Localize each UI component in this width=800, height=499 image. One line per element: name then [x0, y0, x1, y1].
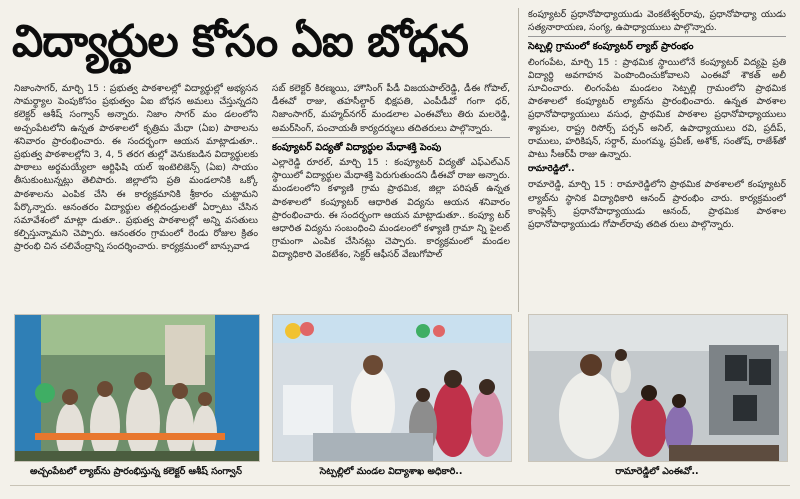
article-subheading: రామారెడ్డిలో.. — [528, 164, 575, 175]
article-subheading: కంప్యూటర్ విద్యతో విద్యార్థుల మేధాశక్తి పెంపు — [272, 137, 510, 154]
headline: విద్యార్థుల కోసం ఏఐ బోధన — [12, 16, 468, 67]
article-column-1 — [14, 82, 258, 308]
photo-computer-lab — [528, 314, 788, 462]
article-column-2 — [272, 82, 510, 308]
page-divider — [10, 485, 790, 486]
column-divider — [518, 8, 519, 312]
photo-caption: సెట్పల్లిలో మండల విద్యాశాఖ అధికారి.. — [319, 466, 463, 477]
photo-caption: రామారెడ్డిలో ఎంఈవో.. — [615, 466, 699, 477]
photo-classroom-officials — [272, 314, 512, 462]
article-body: రామారెడ్డి, మార్చి 15 : రామారెడ్డిలోని ప్రాథమిక పాఠశాలలో కంప్యూటర్ ల్యాబ్‌ను స్థానిక విద్యాధికారి ఆనంద్ ప్రారంభిం చారు. కార్యక్రమంలో కాంప్లెక్స్ ప్రధానోపాధ్యాయుడు ఆనంద్, ప్రాథమిక పాఠశాల ప్రధానోపాధ్యాయుడు గోపాల్‌రావు తదిత రులు పాల్గొన్నారు. — [528, 179, 786, 231]
article-body: కంప్యూటర్ ప్రధానోపాధ్యాయుడు వెంకటేశ్వర్‌రావు, ప్రధానోపాధ్యా యుడు సత్యనారాయణ, సంగ్య, ఉపాధ్యాయులు పాల్గొన్నారు. — [528, 9, 786, 34]
photo-ribbon-cutting — [14, 314, 260, 462]
article-body: లింగంపేట, మార్చి 15 : ప్రాథమిక స్థాయిలోనే కంప్యూటర్ విద్యపై ప్రతి విద్యార్థి అవగాహన పెంపొందించుకోవాలని ఎంఈవో శౌకత్ అలీ సూచించారు. లింగంపేట మండలం సెట్పల్లి గ్రామంలోని ప్రాథమిక పాఠశాలలో కంప్యూటర్ ల్యాబ్‌ను ప్రారంభించారు. ఉన్నత పాఠశాల ప్రధానోపాధ్యాయులు వసుధ, ప్రాథమిక పాఠశాల ప్రధానోపాధ్యాయులు శ్యామల, రాష్ట్ర రిసోర్స్ పర్సన్ అనిల్, ఉపాధ్యాయులు రవి, ప్రదీప్, రాములు, హరికిషన్, సర్దార్, మంగమ్మ, ప్రవీణ్, అశోక్, సంతోష్, రాజేశ్‌తో పాటు సీఆర్‌పీ రాజు ఉన్నారు. — [528, 56, 786, 161]
article-body: ఎల్లారెడ్డి రూరల్, మార్చి 15 : కంప్యూటర్ విద్యతో ఎఫ్‌ఎల్‌ఎన్ స్థాయిలో విద్యార్థుల మేధాశక్తి పెరుగుతుందని డీఈవో రాజు అన్నారు. మండలంలోని కళ్యాణి గ్రామ ప్రాథమిక, జిల్లా పరిషత్ ఉన్నత పాఠశాలలో కంప్యూటర్ ఆధారిత విద్యను ఆయన శనివారం ప్రారంభించారు. ఈ సందర్భంగా ఆయన మాట్లాడుతూ.. కంప్యూ టర్ ఆధారిత విద్యను సంబంధించి మండలంలో కళ్యాణి గ్రామా న్ని పైలట్ గ్రామంగా ఎంపిక చేసినట్లు చెప్పారు. కార్యక్రమంలో మండల విద్యాధికారి వెంకటేశం, సెక్టర్ ఆఫీసర్ వేణుగోపాల్ — [272, 157, 510, 261]
article-subheading: సెట్పల్లి గ్రామంలో కంప్యూటర్ ల్యాబ్ ప్రారంభం — [528, 36, 786, 53]
article-body: నిజాంసాగర్, మార్చి 15 : ప్రభుత్వ పాఠశాలల్లో విద్యార్థుల్లో అభ్యసన సామర్థ్యాల పెంపుకోసం ప్రభుత్వం ఏఐ బోధన అమలు చేస్తున్నదని కలెక్టర్ ఆశీష్ సంగ్వాన్ అన్నారు. నిజాం సాగర్ మం డలంలోని అచ్చంపేటలోని ఉన్నత పాఠశాలలో కృత్రిమ మేధా (ఏఐ) పాఠాలను శనివారం ప్రారంభించారు. ఈ సందర్భంగా ఆయన మాట్లాడుతూ.. ప్రభుత్వ పాఠశాలల్లోని 3, 4, 5 తరగ తుల్లో వెనుకబడిన విద్యార్థులకు పాఠాలు అర్థమయ్యేలా ఆర్టిఫిషి యల్ ఇంటెలిజెన్స్ (ఏఐ) సాయం తీసుకుంటున్నట్లు తెలిపారు. జిల్లాలోని ప్రతి మండలానికి ఒక్కో పాఠశాలను ఎంపిక చేసి ఈ కార్యక్రమానికి శ్రీకారం చుట్టామని పేర్కొన్నారు. ఆనంతరం విద్యార్థుల తల్లిదండ్రులతో ఏర్పాటు చేసిన సమావేశంలో మాట్లా డుతూ.. ప్రభుత్వ పాఠశాలల్లో అన్ని వసతులు కల్పిస్తున్నామని చెప్పారు. ఆనంతరం గ్రామంలో రెండు రోజుల క్రితం ప్రారంభి చిన చలివేంద్రాన్ని సందర్శించారు. కార్యక్రమంలో బాన్సువాడ — [14, 83, 258, 253]
article-body: సబ్ కలెక్టర్ కిరణ్మయి, హౌసింగ్ పీడీ విజయపాల్‌రెడ్డి, డీఈ గోపాల్, డీఈవో రాజు, తహసీల్దార్ భిక్షపతి, ఎంపీడీవో గంగా ధర్, నిజాంసాగర్, మహ్మద్‌నగర్ మండలాల ఎంఈవోలు తిరు మలరెడ్డి, అమర్‌సింగ్, పంచాయతీ కార్యదర్శులు తదితరులు పాల్గొన్నారు. — [272, 83, 510, 134]
photo-caption: అచ్చంపేటలో ల్యాబ్‌ను ప్రారంభిస్తున్న కలెక్టర్ ఆశీష్ సంగ్వాన్ — [30, 466, 242, 477]
article-column-3 — [528, 8, 786, 308]
